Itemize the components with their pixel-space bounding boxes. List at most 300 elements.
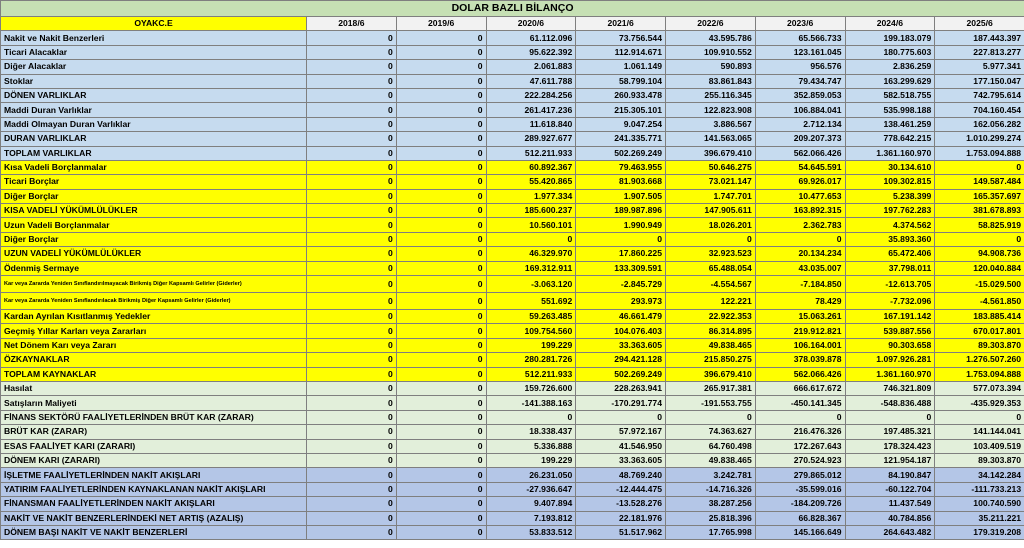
value-cell[interactable]: 30.134.610 <box>845 160 935 174</box>
value-cell[interactable]: 0 <box>307 160 397 174</box>
value-cell[interactable]: 0 <box>307 204 397 218</box>
value-cell[interactable]: 177.150.047 <box>935 74 1024 88</box>
value-cell[interactable]: 84.190.847 <box>845 468 935 482</box>
row-label[interactable]: Stoklar <box>1 74 307 88</box>
value-cell[interactable]: 0 <box>307 310 397 324</box>
value-cell[interactable]: -111.733.213 <box>935 482 1024 496</box>
value-cell[interactable]: 577.073.394 <box>935 381 1024 395</box>
value-cell[interactable]: 47.611.788 <box>486 74 576 88</box>
value-cell[interactable]: 0 <box>307 276 397 293</box>
value-cell[interactable]: 0 <box>396 482 486 496</box>
value-cell[interactable]: -184.209.726 <box>755 497 845 511</box>
value-cell[interactable]: 141.144.041 <box>935 425 1024 439</box>
value-cell[interactable]: 1.753.094.888 <box>935 146 1024 160</box>
value-cell[interactable]: 0 <box>755 232 845 246</box>
value-cell[interactable]: 0 <box>396 293 486 310</box>
value-cell[interactable]: 197.485.321 <box>845 425 935 439</box>
value-cell[interactable]: 352.859.053 <box>755 88 845 102</box>
value-cell[interactable]: 7.193.812 <box>486 511 576 525</box>
value-cell[interactable]: 0 <box>396 247 486 261</box>
value-cell[interactable]: 535.998.188 <box>845 103 935 117</box>
value-cell[interactable]: 222.284.256 <box>486 88 576 102</box>
value-cell[interactable]: 0 <box>307 31 397 45</box>
value-cell[interactable]: 0 <box>307 189 397 203</box>
row-label[interactable]: Kar veya Zararda Yeniden Sınıflandırılmayacak Birikmiş Diğer Kapsamlı Gelirler (Giderler) <box>1 276 307 293</box>
value-cell[interactable]: 197.762.283 <box>845 204 935 218</box>
value-cell[interactable]: -450.141.345 <box>755 396 845 410</box>
value-cell[interactable]: -7.732.096 <box>845 293 935 310</box>
value-cell[interactable]: 0 <box>396 324 486 338</box>
value-cell[interactable]: 79.463.955 <box>576 160 666 174</box>
value-cell[interactable]: 81.903.668 <box>576 175 666 189</box>
value-cell[interactable]: 90.303.658 <box>845 338 935 352</box>
value-cell[interactable]: -27.936.647 <box>486 482 576 496</box>
value-cell[interactable]: 219.912.821 <box>755 324 845 338</box>
value-cell[interactable]: 666.617.672 <box>755 381 845 395</box>
value-cell[interactable]: 0 <box>396 88 486 102</box>
value-cell[interactable]: 0 <box>666 232 756 246</box>
value-cell[interactable]: 79.434.747 <box>755 74 845 88</box>
row-label[interactable]: Diğer Borçlar <box>1 232 307 246</box>
value-cell[interactable]: 512.211.933 <box>486 146 576 160</box>
value-cell[interactable]: 4.374.562 <box>845 218 935 232</box>
value-cell[interactable]: 0 <box>307 511 397 525</box>
value-cell[interactable]: 53.833.512 <box>486 525 576 539</box>
value-cell[interactable]: 512.211.933 <box>486 367 576 381</box>
row-label[interactable]: Uzun Vadeli Borçlanmalar <box>1 218 307 232</box>
value-cell[interactable]: 378.039.878 <box>755 353 845 367</box>
value-cell[interactable]: 562.066.426 <box>755 367 845 381</box>
value-cell[interactable]: 61.112.096 <box>486 31 576 45</box>
value-cell[interactable]: 106.884.041 <box>755 103 845 117</box>
value-cell[interactable]: 189.987.896 <box>576 204 666 218</box>
value-cell[interactable]: 778.642.215 <box>845 132 935 146</box>
value-cell[interactable]: 17.860.225 <box>576 247 666 261</box>
value-cell[interactable]: 0 <box>307 293 397 310</box>
value-cell[interactable]: 149.587.484 <box>935 175 1024 189</box>
value-cell[interactable]: 86.314.895 <box>666 324 756 338</box>
value-cell[interactable]: 58.825.919 <box>935 218 1024 232</box>
value-cell[interactable]: 0 <box>396 232 486 246</box>
value-cell[interactable]: 95.622.392 <box>486 45 576 59</box>
value-cell[interactable]: 40.784.856 <box>845 511 935 525</box>
value-cell[interactable]: 3.886.567 <box>666 117 756 131</box>
value-cell[interactable]: 0 <box>396 31 486 45</box>
value-cell[interactable]: 0 <box>935 160 1024 174</box>
value-cell[interactable]: 0 <box>396 60 486 74</box>
value-cell[interactable]: 0 <box>396 276 486 293</box>
value-cell[interactable]: 0 <box>396 468 486 482</box>
value-cell[interactable]: -3.063.120 <box>486 276 576 293</box>
value-cell[interactable]: 0 <box>935 410 1024 424</box>
value-cell[interactable]: 0 <box>396 189 486 203</box>
value-cell[interactable]: 956.576 <box>755 60 845 74</box>
value-cell[interactable]: -13.528.276 <box>576 497 666 511</box>
value-cell[interactable]: 35.211.221 <box>935 511 1024 525</box>
value-cell[interactable]: 51.517.962 <box>576 525 666 539</box>
value-cell[interactable]: 0 <box>307 353 397 367</box>
value-cell[interactable]: 133.309.591 <box>576 261 666 275</box>
row-label[interactable]: DÖNEN VARLIKLAR <box>1 88 307 102</box>
value-cell[interactable]: 270.524.923 <box>755 453 845 467</box>
value-cell[interactable]: 0 <box>396 439 486 453</box>
row-label[interactable]: Kardan Ayrılan Kısıtlanmış Yedekler <box>1 310 307 324</box>
value-cell[interactable]: 0 <box>307 261 397 275</box>
value-cell[interactable]: 551.692 <box>486 293 576 310</box>
value-cell[interactable]: 106.164.001 <box>755 338 845 352</box>
value-cell[interactable]: 64.760.498 <box>666 439 756 453</box>
value-cell[interactable]: 41.546.950 <box>576 439 666 453</box>
value-cell[interactable]: 25.818.396 <box>666 511 756 525</box>
value-cell[interactable]: 289.927.677 <box>486 132 576 146</box>
row-label[interactable]: DURAN VARLIKLAR <box>1 132 307 146</box>
year-header[interactable]: 2020/6 <box>486 17 576 31</box>
value-cell[interactable]: 0 <box>396 367 486 381</box>
value-cell[interactable]: 215.305.101 <box>576 103 666 117</box>
value-cell[interactable]: 0 <box>307 410 397 424</box>
value-cell[interactable]: 0 <box>307 468 397 482</box>
value-cell[interactable]: 104.076.403 <box>576 324 666 338</box>
row-label[interactable]: Nakit ve Nakit Benzerleri <box>1 31 307 45</box>
value-cell[interactable]: 502.269.249 <box>576 367 666 381</box>
value-cell[interactable]: 0 <box>396 497 486 511</box>
value-cell[interactable]: 280.281.726 <box>486 353 576 367</box>
value-cell[interactable]: 138.461.259 <box>845 117 935 131</box>
row-label[interactable]: TOPLAM VARLIKLAR <box>1 146 307 160</box>
row-label[interactable]: Diğer Borçlar <box>1 189 307 203</box>
value-cell[interactable]: 11.437.549 <box>845 497 935 511</box>
value-cell[interactable]: 65.566.733 <box>755 31 845 45</box>
row-label[interactable]: FİNANS SEKTÖRÜ FAALİYETLERİNDEN BRÜT KAR (ZARAR) <box>1 410 307 424</box>
value-cell[interactable]: 0 <box>396 204 486 218</box>
value-cell[interactable]: 1.061.149 <box>576 60 666 74</box>
value-cell[interactable]: 0 <box>396 218 486 232</box>
value-cell[interactable]: 1.276.507.260 <box>935 353 1024 367</box>
value-cell[interactable]: 2.712.134 <box>755 117 845 131</box>
row-label[interactable]: BRÜT KAR (ZARAR) <box>1 425 307 439</box>
value-cell[interactable]: 2.362.783 <box>755 218 845 232</box>
value-cell[interactable]: 0 <box>307 103 397 117</box>
value-cell[interactable]: -35.599.016 <box>755 482 845 496</box>
value-cell[interactable]: -15.029.500 <box>935 276 1024 293</box>
value-cell[interactable]: 2.836.259 <box>845 60 935 74</box>
value-cell[interactable]: 34.142.284 <box>935 468 1024 482</box>
year-header[interactable]: 2022/6 <box>666 17 756 31</box>
value-cell[interactable]: 109.910.552 <box>666 45 756 59</box>
value-cell[interactable]: 1.747.701 <box>666 189 756 203</box>
value-cell[interactable]: 0 <box>396 396 486 410</box>
value-cell[interactable]: 100.740.590 <box>935 497 1024 511</box>
value-cell[interactable]: 59.263.485 <box>486 310 576 324</box>
value-cell[interactable]: 180.775.603 <box>845 45 935 59</box>
row-label[interactable]: Kar veya Zararda Yeniden Sınıflandırılacak Birikmiş Diğer Kapsamlı Gelirler (Giderler) <box>1 293 307 310</box>
row-label[interactable]: Diğer Alacaklar <box>1 60 307 74</box>
value-cell[interactable]: 215.850.275 <box>666 353 756 367</box>
value-cell[interactable]: -60.122.704 <box>845 482 935 496</box>
row-label[interactable]: KISA VADELİ YÜKÜMLÜLÜKLER <box>1 204 307 218</box>
value-cell[interactable]: 179.319.208 <box>935 525 1024 539</box>
value-cell[interactable]: 670.017.801 <box>935 324 1024 338</box>
row-label[interactable]: ESAS FAALİYET KARI (ZARARI) <box>1 439 307 453</box>
value-cell[interactable]: 0 <box>755 410 845 424</box>
value-cell[interactable]: 0 <box>935 232 1024 246</box>
value-cell[interactable]: 0 <box>307 232 397 246</box>
value-cell[interactable]: -12.613.705 <box>845 276 935 293</box>
row-label[interactable]: Maddi Olmayan Duran Varlıklar <box>1 117 307 131</box>
value-cell[interactable]: 0 <box>396 160 486 174</box>
row-label[interactable]: Hasılat <box>1 381 307 395</box>
value-cell[interactable]: 0 <box>396 132 486 146</box>
value-cell[interactable]: 0 <box>307 60 397 74</box>
value-cell[interactable]: -435.929.353 <box>935 396 1024 410</box>
value-cell[interactable]: 2.061.883 <box>486 60 576 74</box>
value-cell[interactable]: 0 <box>307 247 397 261</box>
value-cell[interactable]: 0 <box>576 410 666 424</box>
value-cell[interactable]: 120.040.884 <box>935 261 1024 275</box>
value-cell[interactable]: 32.923.523 <box>666 247 756 261</box>
value-cell[interactable]: 1.907.505 <box>576 189 666 203</box>
value-cell[interactable]: 123.161.045 <box>755 45 845 59</box>
row-label[interactable]: Geçmiş Yıllar Karları veya Zararları <box>1 324 307 338</box>
value-cell[interactable]: 57.972.167 <box>576 425 666 439</box>
value-cell[interactable]: 162.056.282 <box>935 117 1024 131</box>
value-cell[interactable]: 746.321.809 <box>845 381 935 395</box>
value-cell[interactable]: 73.756.544 <box>576 31 666 45</box>
value-cell[interactable]: 0 <box>396 453 486 467</box>
value-cell[interactable]: 38.287.256 <box>666 497 756 511</box>
value-cell[interactable]: 261.417.236 <box>486 103 576 117</box>
value-cell[interactable]: 37.798.011 <box>845 261 935 275</box>
value-cell[interactable]: 167.191.142 <box>845 310 935 324</box>
value-cell[interactable]: 502.269.249 <box>576 146 666 160</box>
value-cell[interactable]: 43.595.786 <box>666 31 756 45</box>
value-cell[interactable]: 0 <box>396 525 486 539</box>
value-cell[interactable]: 145.166.649 <box>755 525 845 539</box>
value-cell[interactable]: 0 <box>307 497 397 511</box>
value-cell[interactable]: 9.407.894 <box>486 497 576 511</box>
value-cell[interactable]: 5.336.888 <box>486 439 576 453</box>
value-cell[interactable]: 5.238.399 <box>845 189 935 203</box>
value-cell[interactable]: 293.973 <box>576 293 666 310</box>
row-label[interactable]: NAKİT VE NAKİT BENZERLERİNDEKİ NET ARTIŞ (AZALIŞ) <box>1 511 307 525</box>
value-cell[interactable]: 10.560.101 <box>486 218 576 232</box>
value-cell[interactable]: 66.828.367 <box>755 511 845 525</box>
value-cell[interactable]: -7.184.850 <box>755 276 845 293</box>
value-cell[interactable]: 1.010.299.274 <box>935 132 1024 146</box>
value-cell[interactable]: -12.444.475 <box>576 482 666 496</box>
value-cell[interactable]: 0 <box>307 324 397 338</box>
value-cell[interactable]: 0 <box>396 310 486 324</box>
value-cell[interactable]: 260.933.478 <box>576 88 666 102</box>
value-cell[interactable]: 11.618.840 <box>486 117 576 131</box>
value-cell[interactable]: 396.679.410 <box>666 367 756 381</box>
value-cell[interactable]: 0 <box>307 396 397 410</box>
value-cell[interactable]: 1.753.094.888 <box>935 367 1024 381</box>
value-cell[interactable]: 5.977.341 <box>935 60 1024 74</box>
value-cell[interactable]: 0 <box>307 425 397 439</box>
value-cell[interactable]: 0 <box>307 338 397 352</box>
value-cell[interactable]: 163.299.629 <box>845 74 935 88</box>
value-cell[interactable]: 216.476.326 <box>755 425 845 439</box>
value-cell[interactable]: 199.229 <box>486 453 576 467</box>
value-cell[interactable]: 35.893.360 <box>845 232 935 246</box>
value-cell[interactable]: 0 <box>307 367 397 381</box>
value-cell[interactable]: 22.922.353 <box>666 310 756 324</box>
value-cell[interactable]: 183.885.414 <box>935 310 1024 324</box>
row-label[interactable]: YATIRIM FAALİYETLERİNDEN KAYNAKLANAN NAKİT AKIŞLARI <box>1 482 307 496</box>
value-cell[interactable]: 9.047.254 <box>576 117 666 131</box>
value-cell[interactable]: 0 <box>307 132 397 146</box>
value-cell[interactable]: 0 <box>576 232 666 246</box>
value-cell[interactable]: 0 <box>486 232 576 246</box>
value-cell[interactable]: 0 <box>307 88 397 102</box>
value-cell[interactable]: 582.518.755 <box>845 88 935 102</box>
value-cell[interactable]: 46.329.970 <box>486 247 576 261</box>
value-cell[interactable]: 17.765.998 <box>666 525 756 539</box>
value-cell[interactable]: 0 <box>396 45 486 59</box>
value-cell[interactable]: 15.063.261 <box>755 310 845 324</box>
value-cell[interactable]: 89.303.870 <box>935 338 1024 352</box>
value-cell[interactable]: 54.645.591 <box>755 160 845 174</box>
value-cell[interactable]: 1.361.160.970 <box>845 146 935 160</box>
value-cell[interactable]: 48.769.240 <box>576 468 666 482</box>
value-cell[interactable]: 1.097.926.281 <box>845 353 935 367</box>
row-label[interactable]: İŞLETME FAALİYETLERİNDEN NAKİT AKIŞLARI <box>1 468 307 482</box>
value-cell[interactable]: 10.477.653 <box>755 189 845 203</box>
value-cell[interactable]: 590.893 <box>666 60 756 74</box>
row-label[interactable]: Maddi Duran Varlıklar <box>1 103 307 117</box>
value-cell[interactable]: 0 <box>396 146 486 160</box>
value-cell[interactable]: 109.302.815 <box>845 175 935 189</box>
value-cell[interactable]: 227.813.277 <box>935 45 1024 59</box>
value-cell[interactable]: 1.361.160.970 <box>845 367 935 381</box>
value-cell[interactable]: 121.954.187 <box>845 453 935 467</box>
value-cell[interactable]: 0 <box>307 146 397 160</box>
value-cell[interactable]: 0 <box>396 175 486 189</box>
value-cell[interactable]: 147.905.611 <box>666 204 756 218</box>
value-cell[interactable]: 0 <box>307 175 397 189</box>
value-cell[interactable]: 0 <box>396 410 486 424</box>
value-cell[interactable]: -4.561.850 <box>935 293 1024 310</box>
row-label[interactable]: UZUN VADELİ YÜKÜMLÜLÜKLER <box>1 247 307 261</box>
value-cell[interactable]: 228.263.941 <box>576 381 666 395</box>
value-cell[interactable]: 185.600.237 <box>486 204 576 218</box>
value-cell[interactable]: 18.338.437 <box>486 425 576 439</box>
value-cell[interactable]: -4.554.567 <box>666 276 756 293</box>
value-cell[interactable]: 0 <box>396 338 486 352</box>
value-cell[interactable]: 0 <box>307 45 397 59</box>
value-cell[interactable]: 0 <box>307 453 397 467</box>
value-cell[interactable]: 43.035.007 <box>755 261 845 275</box>
value-cell[interactable]: 0 <box>307 117 397 131</box>
value-cell[interactable]: -141.388.163 <box>486 396 576 410</box>
value-cell[interactable]: 0 <box>396 381 486 395</box>
value-cell[interactable]: 199.229 <box>486 338 576 352</box>
value-cell[interactable]: 109.754.560 <box>486 324 576 338</box>
value-cell[interactable]: 122.823.908 <box>666 103 756 117</box>
ticker-header[interactable]: OYAKC.E <box>1 17 307 31</box>
row-label[interactable]: FİNANSMAN FAALİYETLERİNDEN NAKİT AKIŞLARI <box>1 497 307 511</box>
value-cell[interactable]: 73.021.147 <box>666 175 756 189</box>
value-cell[interactable]: 78.429 <box>755 293 845 310</box>
value-cell[interactable]: 50.646.275 <box>666 160 756 174</box>
value-cell[interactable]: 0 <box>307 74 397 88</box>
value-cell[interactable]: 169.312.911 <box>486 261 576 275</box>
value-cell[interactable]: 562.066.426 <box>755 146 845 160</box>
year-header[interactable]: 2023/6 <box>755 17 845 31</box>
value-cell[interactable]: 159.726.600 <box>486 381 576 395</box>
value-cell[interactable]: 1.990.949 <box>576 218 666 232</box>
row-label[interactable]: ÖZKAYNAKLAR <box>1 353 307 367</box>
value-cell[interactable]: 0 <box>486 410 576 424</box>
value-cell[interactable]: 0 <box>396 117 486 131</box>
row-label[interactable]: Ticari Borçlar <box>1 175 307 189</box>
value-cell[interactable]: 22.181.976 <box>576 511 666 525</box>
value-cell[interactable]: 0 <box>845 410 935 424</box>
row-label[interactable]: Ödenmiş Sermaye <box>1 261 307 275</box>
year-header[interactable]: 2021/6 <box>576 17 666 31</box>
year-header[interactable]: 2025/6 <box>935 17 1024 31</box>
value-cell[interactable]: 103.409.519 <box>935 439 1024 453</box>
value-cell[interactable]: 46.661.479 <box>576 310 666 324</box>
value-cell[interactable]: 396.679.410 <box>666 146 756 160</box>
value-cell[interactable]: -2.845.729 <box>576 276 666 293</box>
value-cell[interactable]: 141.563.065 <box>666 132 756 146</box>
value-cell[interactable]: -191.553.755 <box>666 396 756 410</box>
value-cell[interactable]: 172.267.643 <box>755 439 845 453</box>
year-header[interactable]: 2024/6 <box>845 17 935 31</box>
value-cell[interactable]: 178.324.423 <box>845 439 935 453</box>
row-label[interactable]: DÖNEM BAŞI NAKİT VE NAKİT BENZERLERİ <box>1 525 307 539</box>
value-cell[interactable]: 199.183.079 <box>845 31 935 45</box>
year-header[interactable]: 2018/6 <box>307 17 397 31</box>
value-cell[interactable]: -170.291.774 <box>576 396 666 410</box>
value-cell[interactable]: 3.242.781 <box>666 468 756 482</box>
value-cell[interactable]: 0 <box>396 425 486 439</box>
value-cell[interactable]: 0 <box>307 439 397 453</box>
value-cell[interactable]: 0 <box>396 261 486 275</box>
value-cell[interactable]: 65.472.406 <box>845 247 935 261</box>
value-cell[interactable]: 0 <box>396 353 486 367</box>
year-header[interactable]: 2019/6 <box>396 17 486 31</box>
value-cell[interactable]: 60.892.367 <box>486 160 576 174</box>
value-cell[interactable]: 0 <box>396 511 486 525</box>
value-cell[interactable]: 89.303.870 <box>935 453 1024 467</box>
value-cell[interactable]: 1.977.334 <box>486 189 576 203</box>
row-label[interactable]: Net Dönem Karı veya Zararı <box>1 338 307 352</box>
row-label[interactable]: Kısa Vadeli Borçlanmalar <box>1 160 307 174</box>
value-cell[interactable]: 83.861.843 <box>666 74 756 88</box>
value-cell[interactable]: 49.838.465 <box>666 338 756 352</box>
value-cell[interactable]: 18.026.201 <box>666 218 756 232</box>
value-cell[interactable]: 122.221 <box>666 293 756 310</box>
value-cell[interactable]: 0 <box>307 482 397 496</box>
value-cell[interactable]: 704.160.454 <box>935 103 1024 117</box>
value-cell[interactable]: 209.207.373 <box>755 132 845 146</box>
value-cell[interactable]: 0 <box>307 218 397 232</box>
value-cell[interactable]: 33.363.605 <box>576 338 666 352</box>
value-cell[interactable]: 381.678.893 <box>935 204 1024 218</box>
value-cell[interactable]: 0 <box>307 525 397 539</box>
value-cell[interactable]: 539.887.556 <box>845 324 935 338</box>
row-label[interactable]: DÖNEM KARI (ZARARI) <box>1 453 307 467</box>
value-cell[interactable]: 265.917.381 <box>666 381 756 395</box>
value-cell[interactable]: 0 <box>307 381 397 395</box>
value-cell[interactable]: 55.420.865 <box>486 175 576 189</box>
value-cell[interactable]: 20.134.234 <box>755 247 845 261</box>
value-cell[interactable]: 33.363.605 <box>576 453 666 467</box>
value-cell[interactable]: 187.443.397 <box>935 31 1024 45</box>
